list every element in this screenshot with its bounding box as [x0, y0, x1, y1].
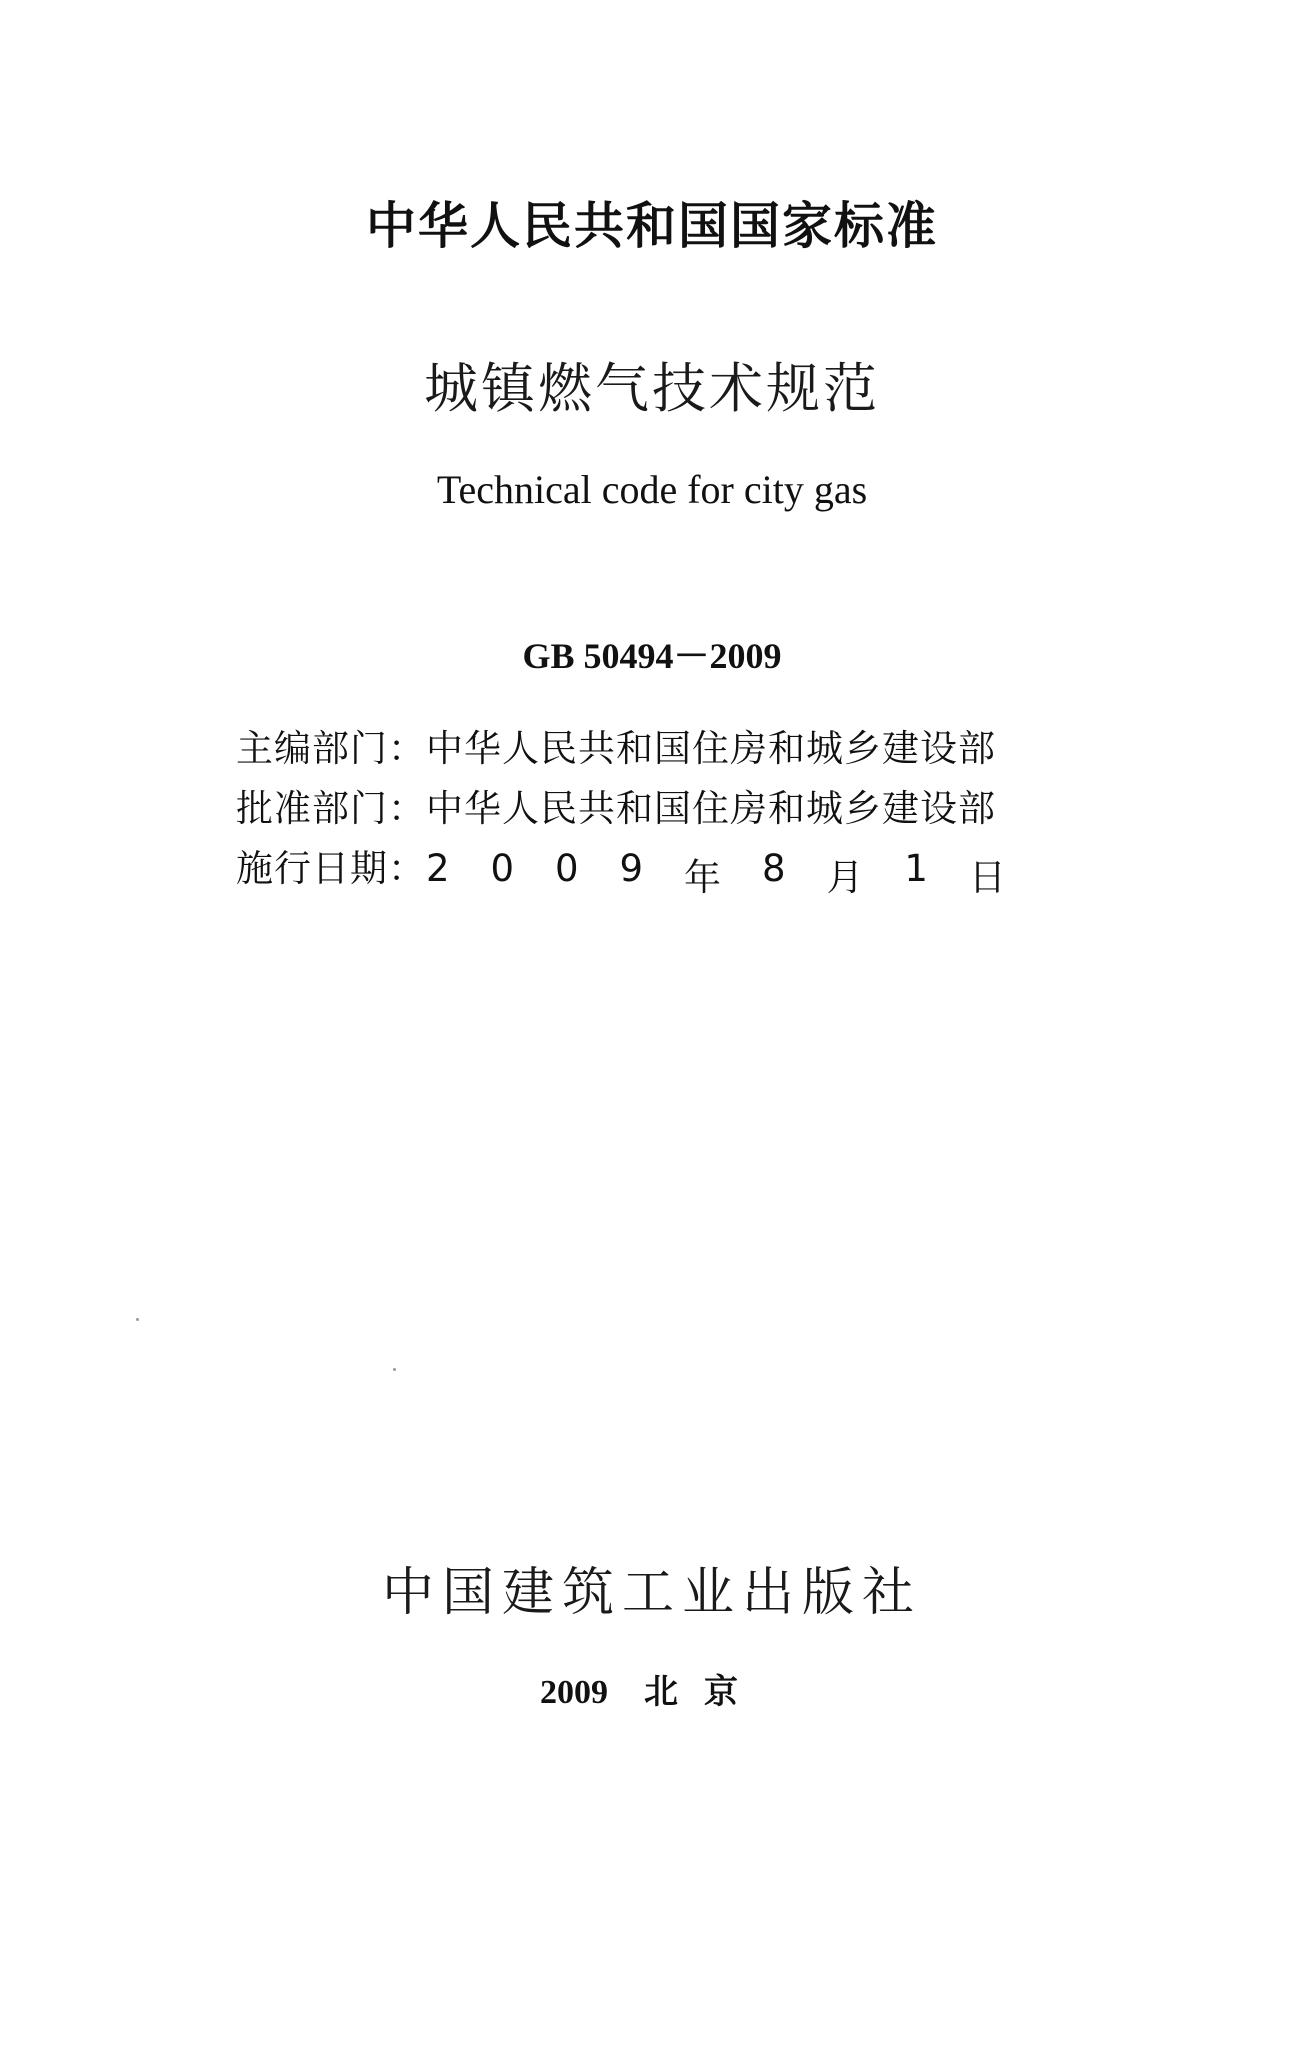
national-standard-heading: 中华人民共和国国家标准	[366, 197, 938, 255]
editor-department-value: 中华人民共和国住房和城乡建设部	[426, 727, 996, 770]
effective-date-label: 施行日期：	[236, 847, 426, 890]
publisher-name: 中国建筑工业出版社	[381, 1563, 922, 1623]
effective-date-row	[236, 838, 1006, 901]
editor-department-label: 主编部门：	[236, 727, 426, 770]
date-char: 8	[761, 847, 786, 890]
editor-department-row	[236, 718, 996, 772]
date-char: 0	[490, 847, 515, 890]
document-title-english: Technical code for city gas	[436, 467, 868, 512]
scan-speck	[393, 1368, 396, 1371]
approver-department-value: 中华人民共和国住房和城乡建设部	[426, 787, 996, 830]
date-char: 9	[619, 847, 644, 890]
date-char: 0	[555, 847, 579, 890]
date-char: 2	[426, 847, 450, 890]
approver-department-label: 批准部门：	[236, 787, 426, 830]
publication-year: 2009	[540, 1674, 608, 1711]
standard-number: GB 50494－2009	[522, 636, 782, 676]
date-char: 月	[826, 856, 864, 899]
date-char: 1	[904, 847, 928, 890]
date-char: 日	[968, 856, 1006, 899]
date-char: 年	[684, 856, 721, 899]
effective-date-value	[426, 847, 1006, 901]
publication-place	[0, 1664, 1304, 1713]
approver-department-row	[236, 778, 996, 832]
scan-speck	[136, 1318, 139, 1321]
publication-city: 北京	[644, 1672, 764, 1712]
document-title-chinese: 城镇燃气技术规范	[424, 357, 880, 420]
